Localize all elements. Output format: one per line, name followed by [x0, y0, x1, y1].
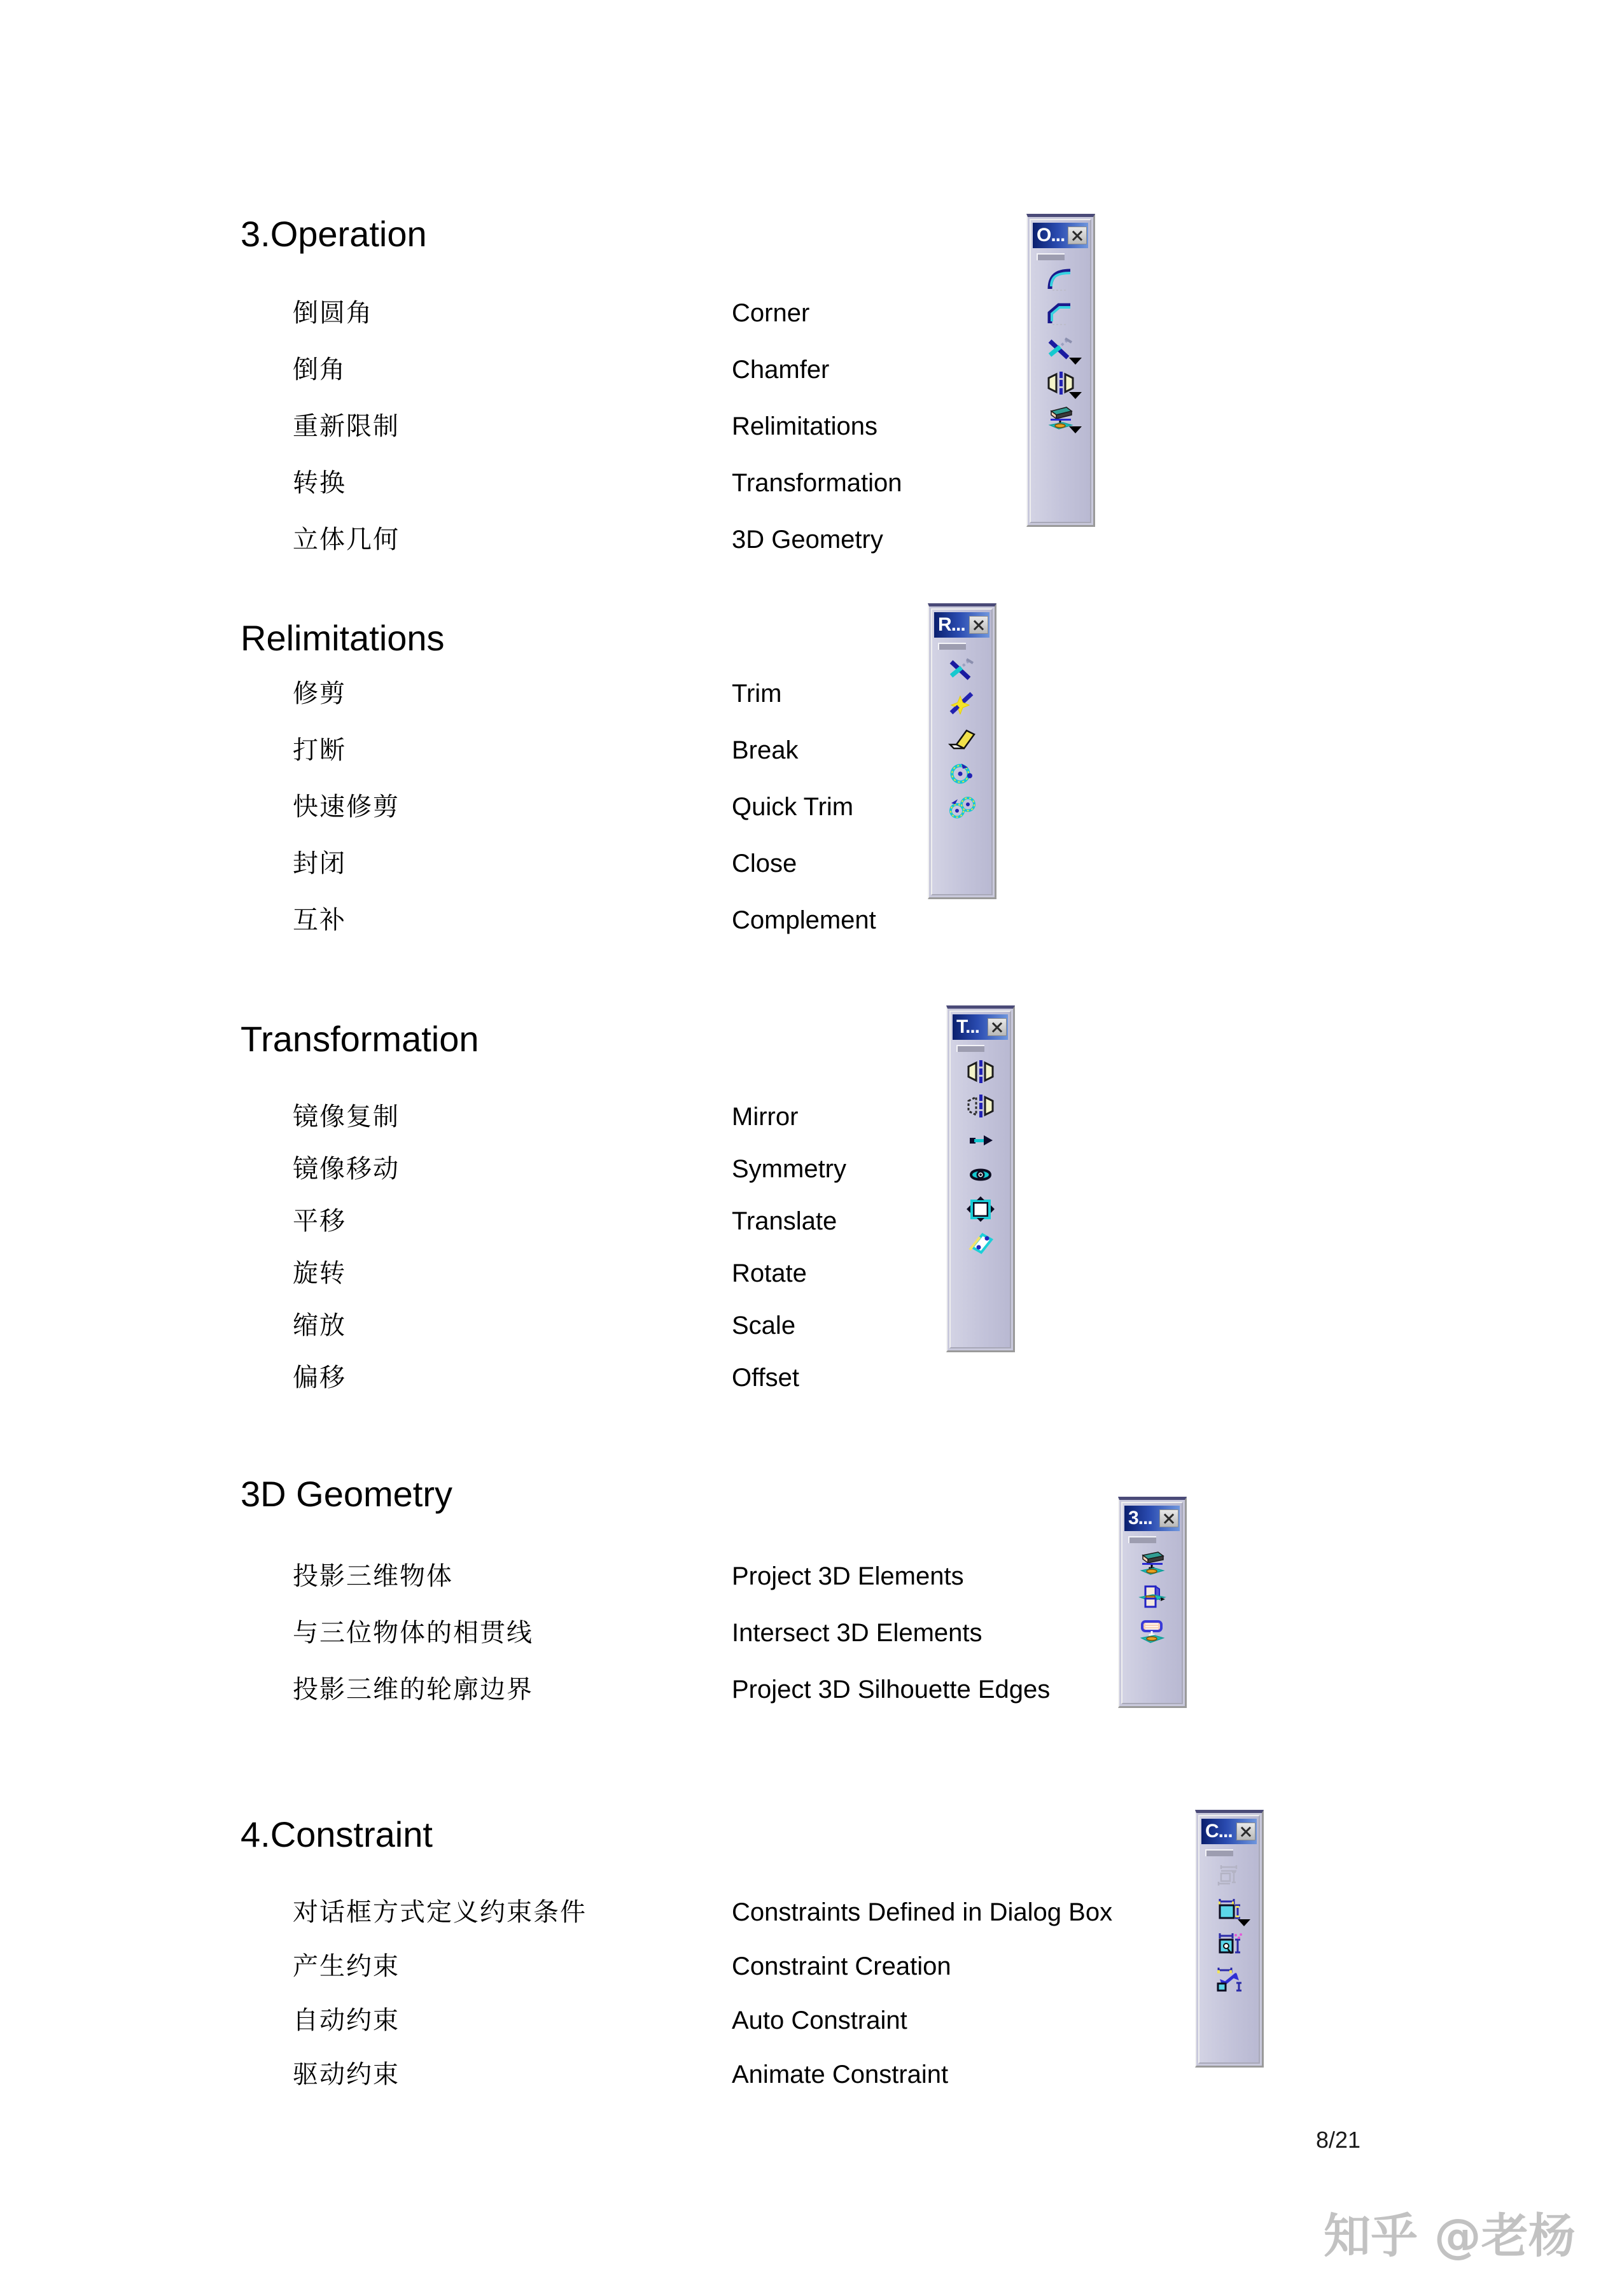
toolbar-title: T...	[956, 1016, 980, 1037]
break-icon[interactable]	[944, 687, 981, 721]
close-icon[interactable]	[988, 1018, 1007, 1036]
translate-icon[interactable]	[962, 1123, 999, 1158]
close-icon[interactable]	[969, 616, 988, 634]
flyout-arrow-icon[interactable]	[1069, 392, 1082, 399]
term-chinese: 镜像移动	[293, 1154, 400, 1184]
term-chinese: 打断	[293, 736, 346, 765]
term-chinese: 转换	[293, 468, 346, 498]
glossary-row	[293, 293, 902, 329]
toolbar-relimitations[interactable]	[928, 603, 996, 899]
toolbar-titlebar[interactable]	[934, 612, 989, 638]
term-english: Mirror	[732, 1103, 799, 1131]
term-chinese: 重新限制	[293, 412, 400, 441]
term-english: Corner	[732, 299, 810, 327]
term-chinese: 自动约束	[293, 2006, 400, 2035]
section-rows-relimitations	[293, 673, 876, 936]
corner-icon[interactable]	[1042, 263, 1079, 297]
glossary-row	[293, 1892, 1112, 1928]
glossary-row	[293, 2054, 1112, 2090]
glossary-row	[293, 1946, 1112, 1982]
symmetry-icon[interactable]	[962, 1089, 999, 1123]
constraint-creation-icon[interactable]	[1211, 1893, 1248, 1928]
term-english: Project 3D Elements	[732, 1562, 964, 1590]
toolbar-inner	[949, 1011, 1011, 1348]
glossary-row	[293, 1305, 846, 1341]
mirror-icon[interactable]	[962, 1054, 999, 1089]
term-english: Constraint Creation	[732, 1952, 951, 1980]
term-chinese: 产生约束	[293, 1952, 400, 1981]
flyout-arrow-icon[interactable]	[1238, 1919, 1250, 1926]
close-arc-icon[interactable]	[944, 755, 981, 790]
glossary-row	[293, 730, 876, 766]
section-operation	[241, 216, 427, 252]
term-english: Intersect 3D Elements	[732, 1619, 982, 1647]
term-english: Rotate	[732, 1259, 807, 1287]
flyout-arrow-icon[interactable]	[1069, 426, 1082, 433]
section-rows-transformation	[293, 1096, 846, 1394]
glossary-row	[293, 673, 876, 710]
project-3d-silhouette-edges-icon[interactable]	[1134, 1614, 1171, 1649]
term-english: Animate Constraint	[732, 2061, 949, 2089]
term-chinese: 缩放	[293, 1311, 346, 1340]
section-constraint	[241, 1814, 433, 1854]
close-icon[interactable]	[1068, 227, 1087, 244]
glossary-row	[293, 463, 902, 499]
drag-grip-handle[interactable]	[1037, 253, 1065, 260]
term-english: Quick Trim	[732, 793, 854, 821]
drag-grip-handle[interactable]	[1205, 1849, 1233, 1856]
section-transformation	[241, 1021, 479, 1057]
glossary-row	[293, 1253, 846, 1289]
term-english: Break	[732, 736, 799, 764]
term-chinese: 镜像复制	[293, 1102, 400, 1131]
glossary-row	[293, 900, 876, 936]
toolbar-items	[1201, 1859, 1257, 1996]
auto-constraint-icon[interactable]	[1211, 1928, 1248, 1962]
glossary-row	[293, 1556, 1050, 1592]
term-english: Chamfer	[732, 356, 830, 384]
toolbar-transformation[interactable]	[946, 1005, 1015, 1352]
toolbar-inner	[1121, 1502, 1183, 1704]
drag-grip-handle[interactable]	[938, 643, 966, 650]
term-chinese: 投影三维物体	[293, 1562, 453, 1591]
term-chinese: 倒圆角	[293, 298, 373, 328]
term-chinese: 驱动约束	[293, 2060, 400, 2089]
toolbar-inner	[1198, 1815, 1260, 2064]
toolbar-titlebar[interactable]	[1201, 1819, 1257, 1844]
animate-constraint-icon[interactable]	[1211, 1962, 1248, 1996]
term-english: Complement	[732, 906, 876, 934]
glossary-row	[293, 1201, 846, 1237]
term-english: Transformation	[732, 469, 902, 497]
toolbar-titlebar[interactable]	[1033, 223, 1088, 248]
glossary-row	[293, 787, 876, 823]
term-chinese: 与三位物体的相贯线	[293, 1618, 533, 1648]
project-3d-elements-icon[interactable]	[1134, 1546, 1171, 1580]
glossary-row	[293, 1669, 1050, 1705]
section-heading-transformation: Transformation	[241, 1019, 479, 1059]
toolbar-items	[1124, 1546, 1180, 1649]
section-rows-constraint	[293, 1892, 1112, 2090]
toolbar-inner	[931, 608, 993, 895]
drag-grip-handle[interactable]	[956, 1045, 984, 1052]
term-chinese: 修剪	[293, 679, 346, 708]
intersect-3d-elements-icon[interactable]	[1134, 1580, 1171, 1614]
section-heading-operation: 3.Operation	[241, 214, 427, 254]
toolbar-items	[1033, 263, 1088, 435]
scale-icon[interactable]	[962, 1192, 999, 1226]
term-english: Trim	[732, 680, 782, 708]
term-chinese: 快速修剪	[293, 792, 400, 822]
term-chinese: 立体几何	[293, 525, 400, 554]
toolbar-titlebar[interactable]	[953, 1014, 1008, 1040]
term-english: 3D Geometry	[732, 526, 883, 554]
toolbar-3d-geometry[interactable]	[1118, 1497, 1187, 1708]
term-chinese: 偏移	[293, 1363, 346, 1392]
glossary-row	[293, 1149, 846, 1185]
close-icon[interactable]	[1236, 1823, 1255, 1840]
toolbar-title: 3...	[1128, 1508, 1152, 1529]
toolbar-items	[953, 1054, 1008, 1261]
complement-icon[interactable]	[944, 790, 981, 824]
term-english: Symmetry	[732, 1155, 846, 1183]
toolbar-inner	[1030, 219, 1091, 523]
glossary-row	[293, 1096, 846, 1133]
term-chinese: 平移	[293, 1207, 346, 1236]
term-chinese: 对话框方式定义约束条件	[293, 1898, 587, 1927]
term-english: Close	[732, 850, 797, 878]
glossary-row	[293, 2000, 1112, 2036]
glossary-row	[293, 519, 902, 556]
watermark-zhihu: 知乎 @老杨	[1324, 2209, 1576, 2264]
constraints-dialog-box-icon[interactable]	[1211, 1859, 1248, 1893]
section-rows-operation	[293, 293, 902, 556]
glossary-row	[293, 843, 876, 879]
toolbar-title: C...	[1205, 1821, 1233, 1842]
term-english: Constraints Defined in Dialog Box	[732, 1898, 1113, 1926]
term-chinese: 封闭	[293, 849, 346, 878]
section-heading-constraint: 4.Constraint	[241, 1814, 433, 1854]
chamfer-icon[interactable]	[1042, 297, 1079, 332]
term-english: Scale	[732, 1312, 796, 1340]
glossary-row	[293, 1357, 846, 1394]
rotate-icon[interactable]	[962, 1158, 999, 1192]
glossary-row	[293, 349, 902, 386]
3d-geometry-icon[interactable]	[1042, 400, 1079, 435]
toolbar-constraint[interactable]	[1195, 1810, 1264, 2068]
term-english: Offset	[732, 1364, 799, 1392]
relimitations-icon[interactable]	[1042, 332, 1079, 366]
toolbar-titlebar[interactable]	[1124, 1506, 1180, 1531]
section-heading-3d-geometry: 3D Geometry	[241, 1474, 452, 1514]
section-heading-relimitations: Relimitations	[241, 618, 445, 658]
section-relimitations	[241, 620, 445, 656]
section-3d-geometry	[241, 1476, 452, 1512]
page-number: 8/21	[1316, 2127, 1361, 2153]
toolbar-operation[interactable]	[1026, 214, 1095, 527]
term-chinese: 旋转	[293, 1259, 346, 1288]
offset-icon[interactable]	[962, 1226, 999, 1261]
transformation-icon[interactable]	[1042, 366, 1079, 400]
term-english: Relimitations	[732, 412, 877, 440]
glossary-row	[293, 1613, 1050, 1649]
term-english: Auto Constraint	[732, 2006, 907, 2034]
quick-trim-icon[interactable]	[944, 721, 981, 755]
term-english: Translate	[732, 1207, 837, 1235]
drag-grip-handle[interactable]	[1128, 1536, 1156, 1543]
toolbar-items	[934, 652, 989, 824]
term-chinese: 投影三维的轮廓边界	[293, 1675, 533, 1704]
toolbar-title: O...	[1037, 225, 1065, 246]
term-chinese: 倒角	[293, 355, 346, 384]
close-icon[interactable]	[1159, 1509, 1178, 1527]
section-rows-3d-geometry	[293, 1556, 1050, 1705]
flyout-arrow-icon[interactable]	[1069, 358, 1082, 365]
term-english: Project 3D Silhouette Edges	[732, 1676, 1051, 1704]
toolbar-title: R...	[938, 614, 965, 635]
term-chinese: 互补	[293, 906, 346, 935]
trim-icon[interactable]	[944, 652, 981, 687]
glossary-row	[293, 406, 902, 442]
